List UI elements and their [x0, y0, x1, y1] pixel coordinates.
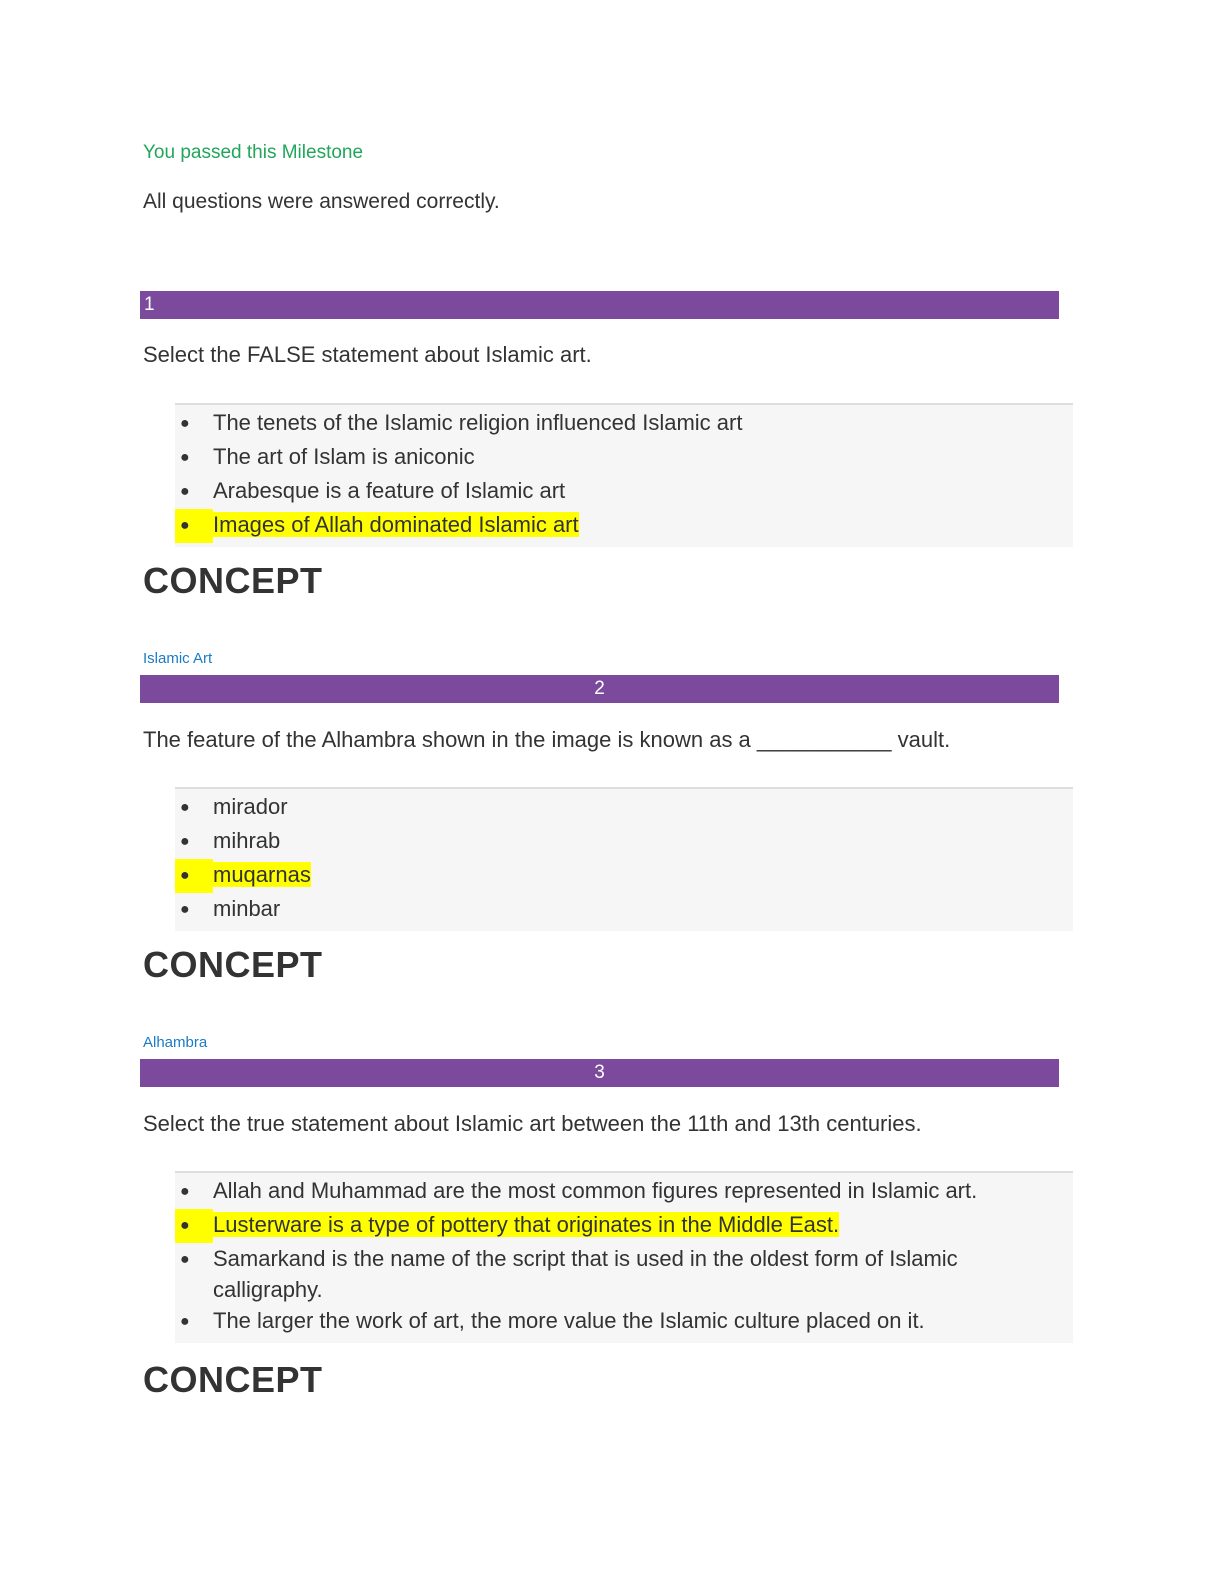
question-number: 3	[594, 1062, 605, 1083]
question-number: 2	[594, 678, 605, 699]
answer-option	[175, 1175, 1073, 1209]
answer-text: The art of Islam is aniconic	[213, 444, 475, 469]
answer-option	[175, 791, 1073, 825]
concept-heading-3: CONCEPT	[143, 1359, 323, 1400]
bullet-icon	[175, 509, 213, 543]
answer-text: Samarkand is the name of the script that is used in the oldest form of Islamic calligraphy.	[213, 1246, 958, 1302]
bullet-icon	[175, 1175, 213, 1209]
answer-text: The larger the work of art, the more value the Islamic culture placed on it.	[213, 1308, 925, 1333]
bullet-icon	[175, 825, 213, 859]
answer-text: Allah and Muhammad are the most common figures represented in Islamic art.	[213, 1178, 978, 1203]
answer-list-1	[175, 403, 1073, 547]
result-summary: All questions were answered correctly.	[143, 190, 500, 213]
answer-option-selected	[175, 509, 1073, 543]
answer-option	[175, 407, 1073, 441]
answer-text: muqarnas	[213, 862, 311, 887]
bullet-icon	[175, 1209, 213, 1243]
answer-option-selected	[175, 859, 1073, 893]
concept-heading-2: CONCEPT	[143, 944, 323, 985]
answer-option-selected	[175, 1209, 1073, 1243]
concept-link-alhambra[interactable]: Alhambra	[143, 1034, 208, 1051]
answer-option	[175, 441, 1073, 475]
bullet-icon	[175, 893, 213, 927]
answer-option	[175, 1243, 1073, 1305]
question-number: 1	[144, 294, 155, 315]
bullet-icon	[175, 859, 213, 893]
answer-option	[175, 475, 1073, 509]
bullet-icon	[175, 791, 213, 825]
question-header-2	[140, 675, 1059, 703]
answer-list-2	[175, 787, 1073, 931]
bullet-icon	[175, 1305, 213, 1339]
question-header-1	[140, 291, 1059, 319]
answer-list-3	[175, 1171, 1073, 1343]
question-prompt-2: The feature of the Alhambra shown in the image is known as a ___________ vault.	[143, 727, 951, 752]
answer-option	[175, 1305, 1073, 1339]
answer-option	[175, 825, 1073, 859]
question-header-3	[140, 1059, 1059, 1087]
answer-option	[175, 893, 1073, 927]
answer-text: minbar	[213, 896, 281, 921]
bullet-icon	[175, 1243, 213, 1277]
bullet-icon	[175, 441, 213, 475]
question-prompt-3: Select the true statement about Islamic art between the 11th and 13th centuries.	[143, 1111, 922, 1136]
answer-text: mirador	[213, 794, 288, 819]
answer-text: mihrab	[213, 828, 281, 853]
bullet-icon	[175, 407, 213, 441]
answer-text: Lusterware is a type of pottery that originates in the Middle East.	[213, 1212, 840, 1237]
concept-heading-1: CONCEPT	[143, 560, 323, 601]
answer-text: Images of Allah dominated Islamic art	[213, 512, 579, 537]
bullet-icon	[175, 475, 213, 509]
answer-text: Arabesque is a feature of Islamic art	[213, 478, 566, 503]
milestone-status: You passed this Milestone	[143, 142, 364, 163]
concept-link-islamic-art[interactable]: Islamic Art	[143, 650, 213, 667]
question-prompt-1: Select the FALSE statement about Islamic art.	[143, 342, 592, 367]
answer-text: The tenets of the Islamic religion influenced Islamic art	[213, 410, 743, 435]
